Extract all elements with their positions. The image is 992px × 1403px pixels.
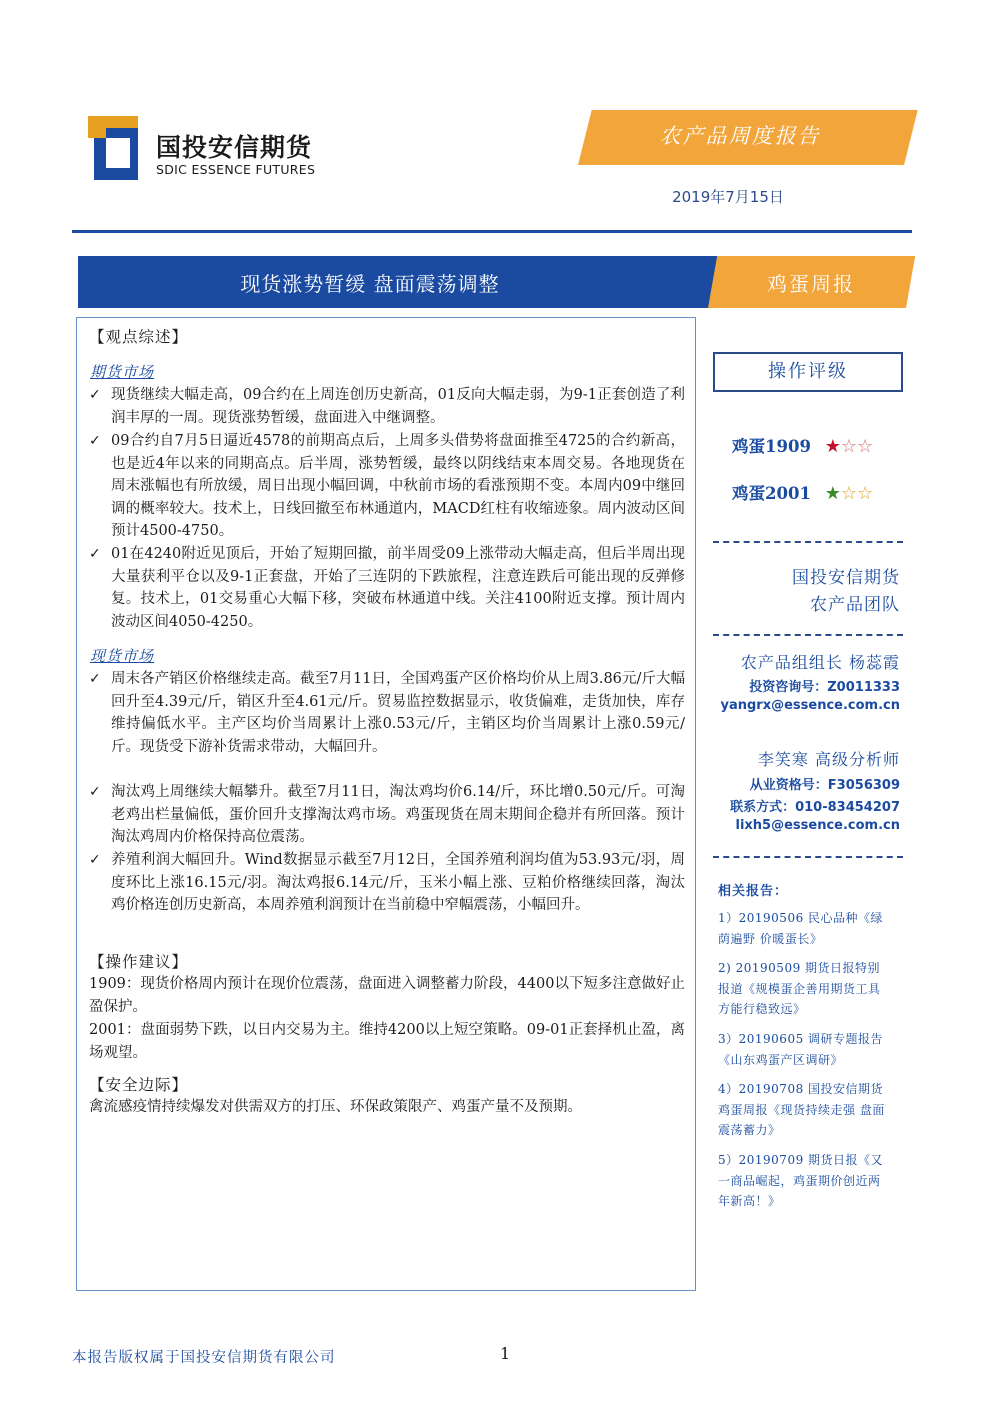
futures-bullet <box>89 543 685 633</box>
futures-bullet <box>89 430 685 543</box>
spot-bullet <box>89 849 685 917</box>
check-icon: ✓ <box>89 433 101 449</box>
report-type: 农产品周度报告 <box>659 124 821 148</box>
page-number: 1 <box>500 1344 511 1363</box>
spot-bullet <box>89 781 685 849</box>
rating-contract: 鸡蛋2001 <box>732 484 811 503</box>
related-report-item[interactable]: 1）20190506 民心品种《绿荫遍野 价暖蛋长》 <box>718 911 884 946</box>
spot-bullet <box>89 668 685 758</box>
team-name-line2: 农产品团队 <box>810 595 900 615</box>
analyst2-name: 李笑寒 高级分析师 <box>757 750 900 769</box>
analyst2-cert: 从业资格号：F3056309 <box>749 778 900 793</box>
risk-heading: 【安全边际】 <box>89 1076 189 1094</box>
analyst1-cert: 投资咨询号：Z0011333 <box>749 680 900 695</box>
related-report-item[interactable]: 3）20190605 调研专题报告《山东鸡蛋产区调研》 <box>718 1032 884 1067</box>
check-icon: ✓ <box>89 387 101 403</box>
star-rating-icon: ★☆☆ <box>824 436 874 457</box>
sidebar-divider <box>713 541 903 543</box>
rating-title: 操作评级 <box>768 361 848 382</box>
company-logo <box>88 116 328 186</box>
related-report-item[interactable]: 4）20190708 国投安信期货鸡蛋周报《现货持续走强 盘面震荡蓄力》 <box>718 1082 885 1137</box>
logo-mark-icon <box>88 116 138 180</box>
risk-text: 禽流感疫情持续爆发对供需双方的打压、环保政策限产、鸡蛋产量不及预期。 <box>89 1099 582 1115</box>
bullet-text: 01在4240附近见顶后，开始了短期回撤，前半周受09上涨带动大幅走高，但后半周出现大量获利平仓以及9-1正套盘，开始了三连阴的下跌旅程，注意连跌后可能出现的反弹修复。技术上，01交易重心大幅下移，突破布林通道中线。关注4100附近支撑。预计周内波动区间4050-4250。 <box>111 546 685 630</box>
rating-row-1909 <box>732 433 902 457</box>
check-icon: ✓ <box>89 852 101 868</box>
category-label: 鸡蛋周报 <box>767 272 855 296</box>
rating-contract: 鸡蛋1909 <box>732 437 811 456</box>
footer-copyright: 本报告版权属于国投安信期货有限公司 <box>72 1350 336 1366</box>
related-report-item[interactable]: 5）20190709 期货日报《又一商品崛起，鸡蛋期价创近两年新高！》 <box>718 1153 884 1208</box>
team-name-line1: 国投安信期货 <box>792 568 900 588</box>
bullet-text: 现货继续大幅走高，09合约在上周连创历史新高，01反向大幅走弱，为9-1正套创造了利润丰厚的一周。现货涨势暂缓，盘面进入中继调整。 <box>111 387 685 426</box>
header-divider <box>72 230 912 233</box>
spot-market-heading: 现货市场 <box>90 647 155 665</box>
star-rating-icon: ★☆☆ <box>824 483 874 504</box>
analyst2-phone: 联系方式：010-83454207 <box>730 800 900 815</box>
analyst2-email[interactable]: lixh5@essence.com.cn <box>735 818 900 833</box>
advice-1909: 1909：现货价格周内预计在现价位震荡，盘面进入调整蓄力阶段，4400以下短多注意做好止盈保护。 <box>89 976 685 1015</box>
check-icon: ✓ <box>89 671 101 687</box>
sidebar-divider <box>713 634 903 636</box>
report-headline: 现货涨势暂缓 盘面震荡调整 <box>240 272 500 296</box>
futures-bullet <box>89 384 685 429</box>
advice-heading: 【操作建议】 <box>89 953 189 971</box>
logo-english-name: SDIC ESSENCE FUTURES <box>156 162 316 177</box>
analyst1-email[interactable]: yangrx@essence.com.cn <box>720 698 900 713</box>
check-icon: ✓ <box>89 546 101 562</box>
summary-heading: 【观点综述】 <box>89 328 189 346</box>
bullet-text: 养殖利润大幅回升。Wind数据显示截至7月12日，全国养殖利润均值为53.93元/羽，周度环比上涨16.15元/羽。淘汰鸡报6.14元/斤，玉米小幅上涨、豆粕价格继续回落，淘汰鸡价格连创历史新高，本周养殖利润预计在当前稳中窄幅震荡，小幅回升。 <box>111 852 685 914</box>
advice-2001: 2001：盘面弱势下跌，以日内交易为主。维持4200以上短空策略。09-01正套择机止盈，离场观望。 <box>89 1022 685 1061</box>
bullet-text: 09合约自7月5日逼近4578的前期高点后，上周多头借势将盘面推至4725的合约新高，也是近4年以来的同期高点。后半周，涨势暂缓，最终以阴线结束本周交易。各地现货在周末涨幅也有所放缓，周日出现小幅回调，中秋前市场的看涨预期不变。本周内09中继回调的概率较大。技术上，日线回撤至布林通道内，MACD红柱有收缩迹象。周内波动区间预计4500-4750。 <box>111 433 685 540</box>
report-date: 2019年7月15日 <box>672 188 784 206</box>
futures-market-heading: 期货市场 <box>90 363 155 381</box>
rating-title-box <box>713 352 903 392</box>
rating-row-2001 <box>732 480 902 504</box>
bullet-text: 周末各产销区价格继续走高。截至7月11日，全国鸡蛋产区价格均价从上周3.86元/斤大幅回升至4.39元/斤，销区升至4.61元/斤。贸易监控数据显示，收货偏难，走货加快，库存维持偏低水平。主产区均价当周累计上涨0.53元/斤，主销区均价当周累计上涨0.59元/斤。现货受下游补货需求带动，大幅回升。 <box>111 671 685 755</box>
related-reports-heading: 相关报告： <box>718 884 789 899</box>
related-report-item[interactable]: 2) 20190509 期货日报特别报道《规模蛋企善用期货工具方能行稳致远》 <box>718 961 881 1016</box>
sidebar-divider <box>713 856 903 858</box>
check-icon: ✓ <box>89 784 101 800</box>
bullet-text: 淘汰鸡上周继续大幅攀升。截至7月11日，淘汰鸡均价6.14/斤，环比增0.50元/斤。可淘老鸡出栏量偏低，蛋价回升支撑淘汰鸡市场。鸡蛋现货在周末期间企稳并有所回落。预计淘汰鸡周内价格保持高位震荡。 <box>111 784 685 846</box>
logo-chinese-name: 国投安信期货 <box>156 133 313 162</box>
analyst1-name: 农产品组组长 杨蕊霞 <box>740 653 900 672</box>
